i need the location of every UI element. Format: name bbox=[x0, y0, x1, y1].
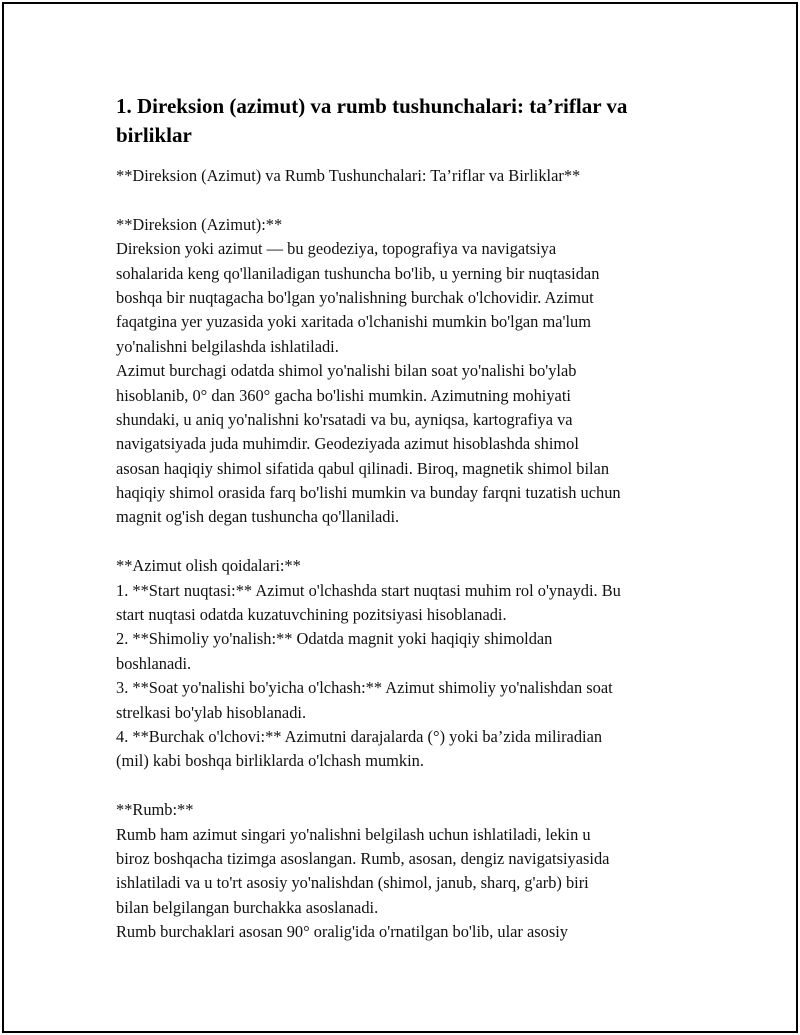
text-line: **Rumb:** bbox=[116, 800, 194, 820]
paragraph bbox=[116, 554, 696, 774]
document-body bbox=[116, 92, 696, 945]
paragraph-spacer bbox=[116, 188, 696, 212]
title-line: 1. Direksion (azimut) va rumb tushunchalari: ta’riflar va bbox=[116, 94, 628, 118]
text-line: asosan haqiqiy shimol sifatida qabul qilinadi. Biroq, magnetik shimol bilan bbox=[116, 458, 610, 478]
text-line: **Azimut olish qoidalari:** bbox=[116, 556, 301, 576]
paragraph-spacer bbox=[116, 774, 696, 798]
text-line: bilan belgilangan burchakka asoslanadi. bbox=[116, 897, 379, 917]
text-line: 2. **Shimoliy yo'nalish:** Odatda magnit yoki haqiqiy shimoldan bbox=[116, 629, 553, 649]
text-line: **Direksion (Azimut) va Rumb Tushunchalari: Ta’riflar va Birliklar** bbox=[116, 166, 581, 185]
text-line: Direksion yoki azimut — bu geodeziya, topografiya va navigatsiya bbox=[116, 239, 557, 259]
document-title bbox=[116, 92, 696, 150]
text-line: shundaki, u aniq yo'nalishni ko'rsatadi va bu, ayniqsa, kartografiya va bbox=[116, 409, 573, 429]
text-line: boshqa bir nuqtagacha bo'lgan yo'nalishning burchak o'lchovidir. Azimut bbox=[116, 287, 594, 307]
text-line: strelkasi bo'ylab hisoblanadi. bbox=[116, 702, 307, 722]
text-line: boshlanadi. bbox=[116, 653, 192, 673]
title-line: birliklar bbox=[116, 123, 192, 147]
paragraph bbox=[116, 164, 696, 188]
text-line: sohalarida keng qo'llaniladigan tushuncha bo'lib, u yerning bir nuqtasidan bbox=[116, 263, 600, 283]
text-line: Rumb burchaklari asosan 90° oralig'ida o'rnatilgan bo'lib, ular asosiy bbox=[116, 922, 568, 942]
text-line: Azimut burchagi odatda shimol yo'nalishi bilan soat yo'nalishi bo'ylab bbox=[116, 361, 577, 381]
text-line: haqiqiy shimol orasida farq bo'lishi mumkin va bunday farqni tuzatish uchun bbox=[116, 483, 621, 503]
paragraph-spacer bbox=[116, 530, 696, 554]
paragraph bbox=[116, 213, 696, 530]
text-line: yo'nalishni belgilashda ishlatiladi. bbox=[116, 336, 339, 356]
text-line: Rumb ham azimut singari yo'nalishni belgilash uchun ishlatiladi, lekin u bbox=[116, 824, 591, 844]
paragraph bbox=[116, 798, 696, 944]
text-line: ishlatiladi va u to'rt asosiy yo'nalishdan (shimol, janub, sharq, g'arb) biri bbox=[116, 873, 589, 893]
text-line: magnit og'ish degan tushuncha qo'llaniladi. bbox=[116, 507, 400, 527]
text-line: 3. **Soat yo'nalishi bo'yicha o'lchash:** Azimut shimoliy yo'nalishdan soat bbox=[116, 678, 613, 698]
text-line: 4. **Burchak o'lchovi:** Azimutni darajalarda (°) yoki ba’zida miliradian bbox=[116, 726, 603, 746]
document-text bbox=[116, 164, 696, 945]
text-line: **Direksion (Azimut):** bbox=[116, 214, 283, 234]
text-line: (mil) kabi boshqa birliklarda o'lchash mumkin. bbox=[116, 751, 424, 771]
text-line: navigatsiyada juda muhimdir. Geodeziyada azimut hisoblashda shimol bbox=[116, 434, 579, 454]
text-line: hisoblanib, 0° dan 360° gacha bo'lishi mumkin. Azimutning mohiyati bbox=[116, 385, 571, 405]
text-line: faqatgina yer yuzasida yoki xaritada o'lchanishi mumkin bo'lgan ma'lum bbox=[116, 312, 591, 332]
text-line: 1. **Start nuqtasi:** Azimut o'lchashda start nuqtasi muhim rol o'ynaydi. Bu bbox=[116, 580, 621, 600]
text-line: start nuqtasi odatda kuzatuvchining pozitsiyasi hisoblanadi. bbox=[116, 605, 507, 625]
text-line: biroz boshqacha tizimga asoslangan. Rumb, asosan, dengiz navigatsiyasida bbox=[116, 848, 610, 868]
